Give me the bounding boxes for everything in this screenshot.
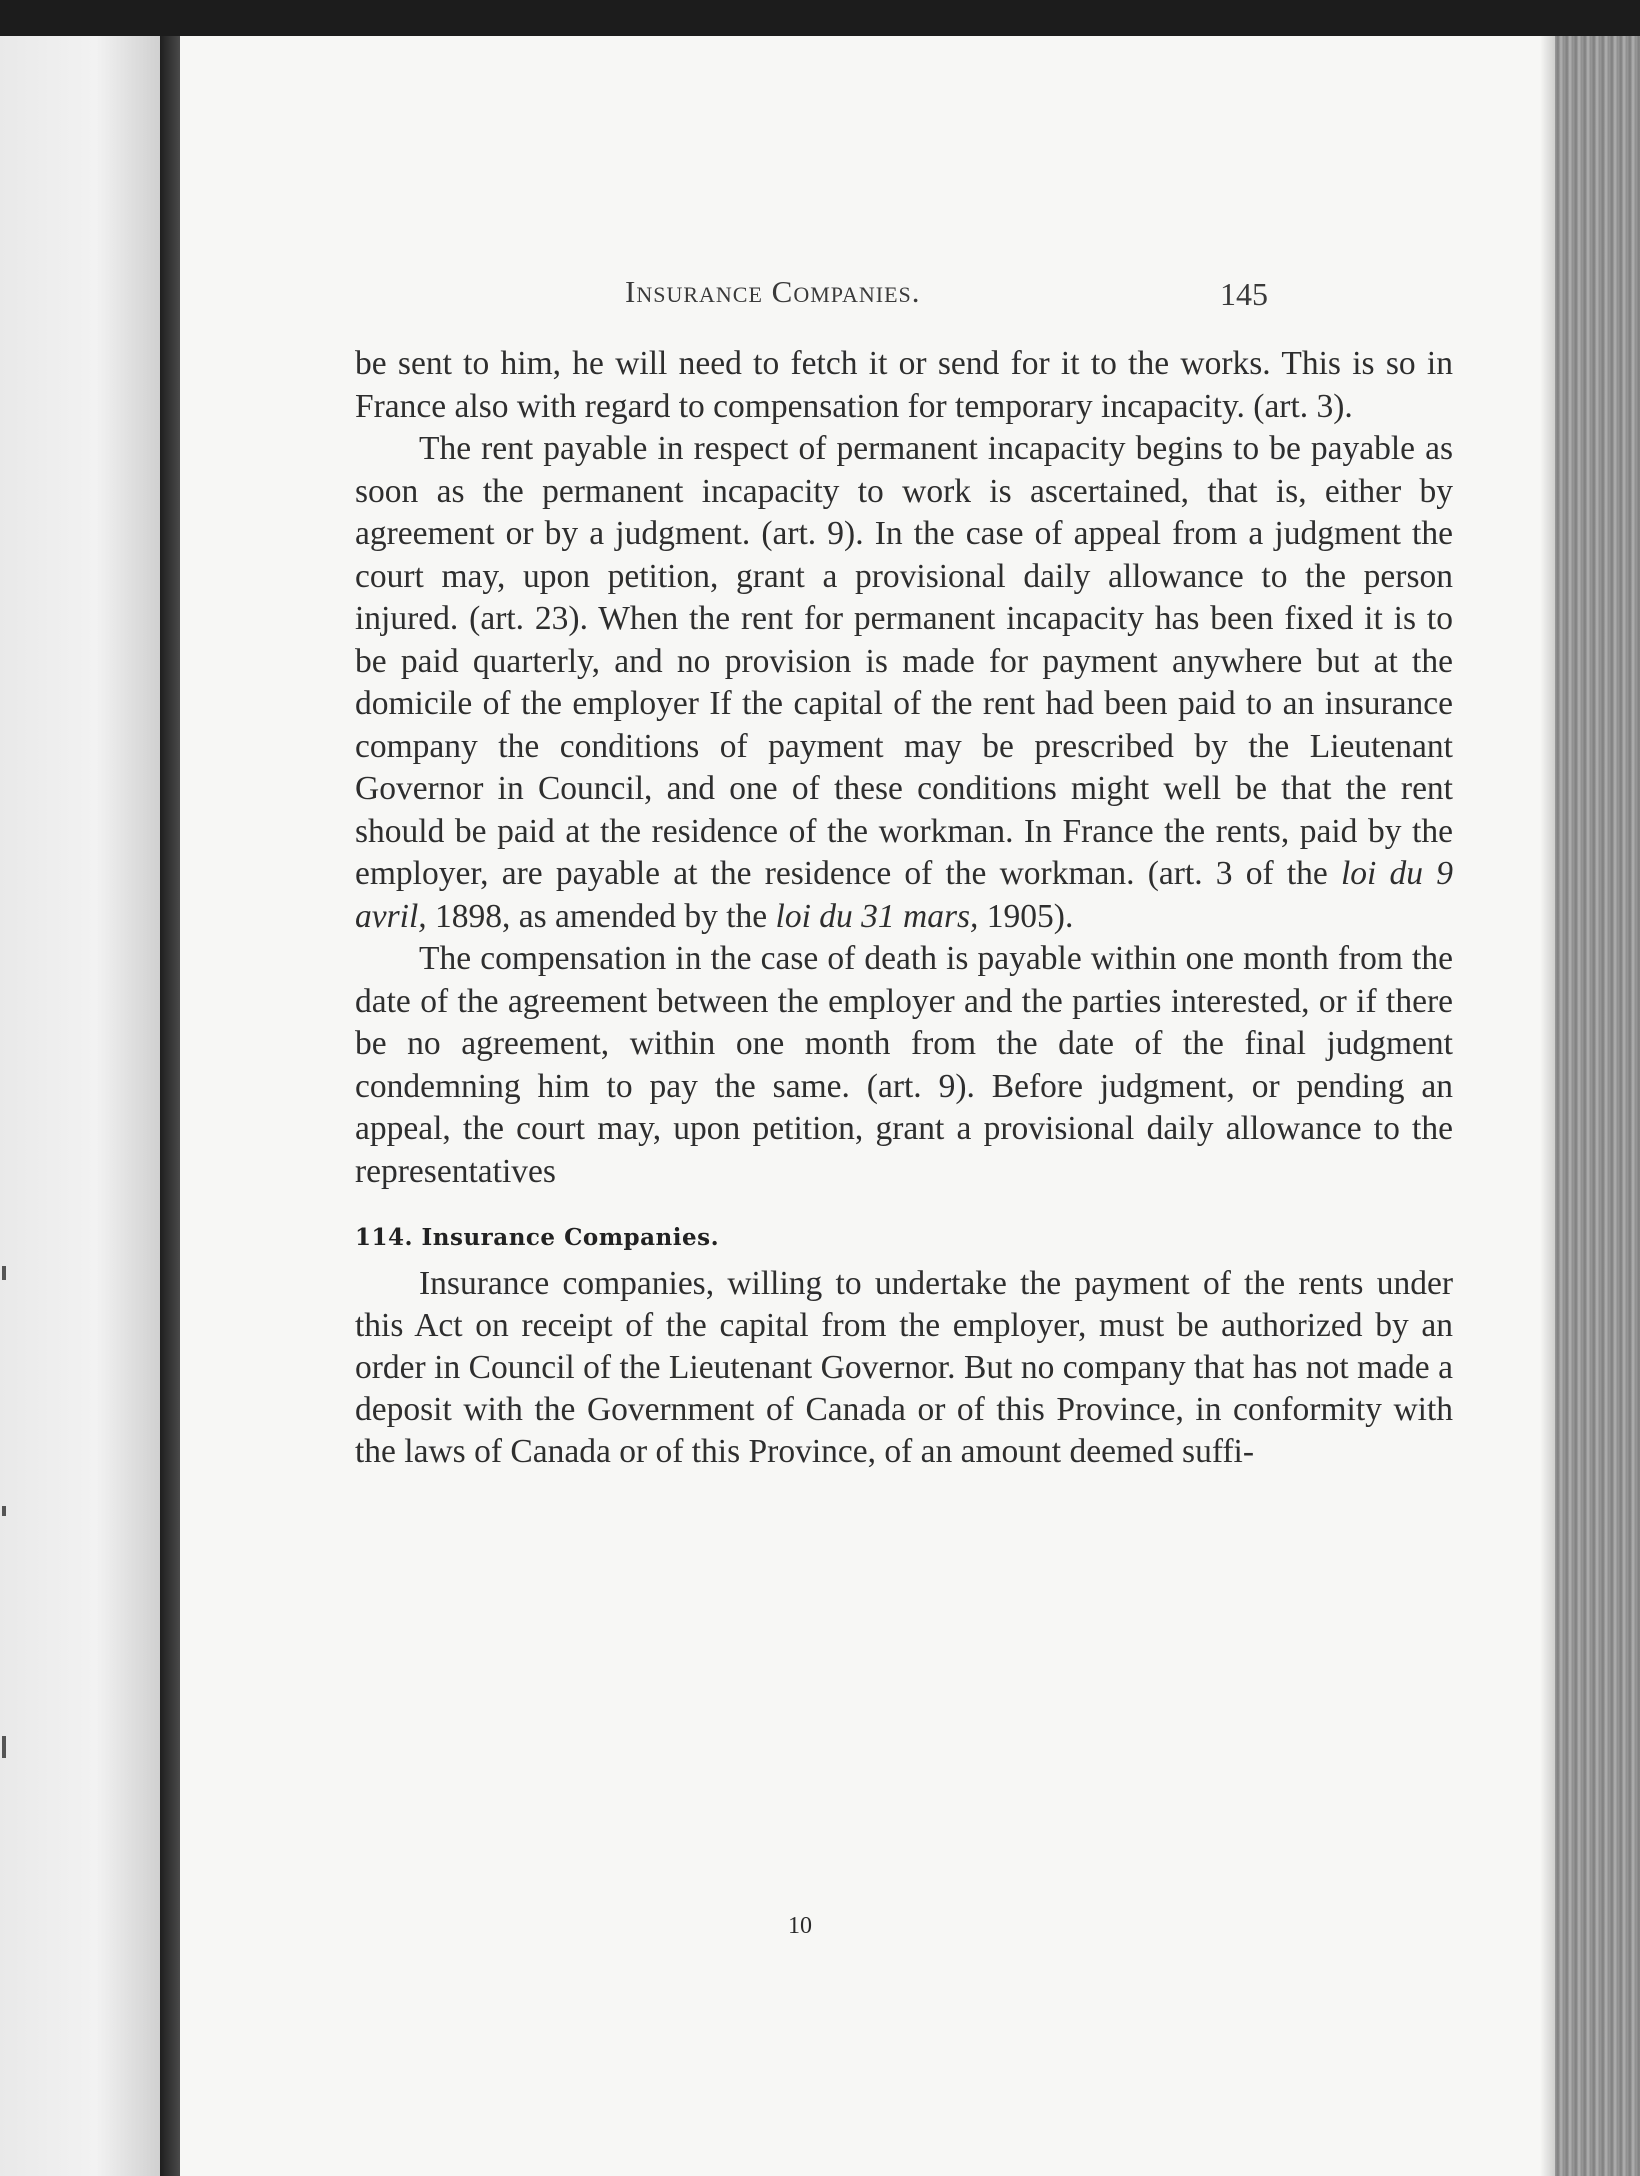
scan-top-border bbox=[0, 0, 1640, 36]
section-heading: 114. Insurance Companies. bbox=[355, 1224, 720, 1251]
page-number: 145 bbox=[1220, 276, 1268, 312]
paragraph-permanent-incapacity bbox=[355, 428, 1453, 938]
gutter-speck bbox=[2, 1506, 6, 1516]
paragraph-text: 1905). bbox=[986, 897, 1074, 935]
paragraph-continuation: be sent to him, he will need to fetch it or send for it to the works. This is so in France also with regard to compensation for temporary incapacity. (art. 3). bbox=[355, 345, 1453, 425]
book-page bbox=[180, 36, 1555, 2176]
body-text bbox=[355, 343, 1453, 1473]
gutter-speck bbox=[2, 1266, 6, 1280]
paragraph-text: The rent payable in respect of permanent incapacity begins to be payable as soon as the permanent incapacity to work is ascertained, that is, either by agreement or by a judgment. (art. 9). In the case of appeal from a judgment the court may, upon petition, grant a provisional daily allowance to the person injured. (art. 23). When the rent for permanent incapacity has been fixed it is to be paid quarterly, and no provision is made for payment anywhere but at the domicile of the employer If the capital of the rent had been paid to an insurance company the conditions of payment may be prescribed by the Lieutenant Governor in Council, and one of these conditions might well be that the rent should be paid at the residence of the workman. In France the rents, paid by the employer, are payable at the residence of the workman. (art. 3 of the bbox=[355, 430, 1453, 892]
signature-mark: 10 bbox=[788, 1913, 812, 1939]
gutter-speck bbox=[2, 1736, 6, 1758]
italic-citation: loi du 31 mars, bbox=[775, 897, 979, 935]
paragraph-text: 1898, as amended by the bbox=[435, 897, 768, 935]
italic-citation: loi du 9 avril, bbox=[355, 855, 1454, 935]
paragraph-death-compensation: The compensation in the case of death is payable within one month from the date of the agreement between the employer and the parties interested, or if there be no agreement, within one month from the date of the final judgment condemning him to pay the same. (art. 9). Before judgment, or pending an appeal, the court may, upon petition, grant a provisional daily allowance to the representatives bbox=[355, 940, 1453, 1190]
paragraph-insurance-companies: Insurance companies, willing to undertake the payment of the rents under this Act on receipt of the capital from the employer, must be authorized by an order in Council of the Lieutenant Governor. But no company that has not made a deposit with the Government of Canada or of this Province, in conformity with the laws of Canada or of this Province, of an amount deemed suffi- bbox=[355, 1265, 1453, 1470]
page-stack-edge bbox=[1555, 36, 1640, 2176]
book-spine-shadow bbox=[160, 36, 180, 2176]
facing-page-edge bbox=[0, 36, 160, 2176]
running-title: Insurance Companies. bbox=[625, 274, 921, 309]
running-head bbox=[180, 274, 1555, 314]
